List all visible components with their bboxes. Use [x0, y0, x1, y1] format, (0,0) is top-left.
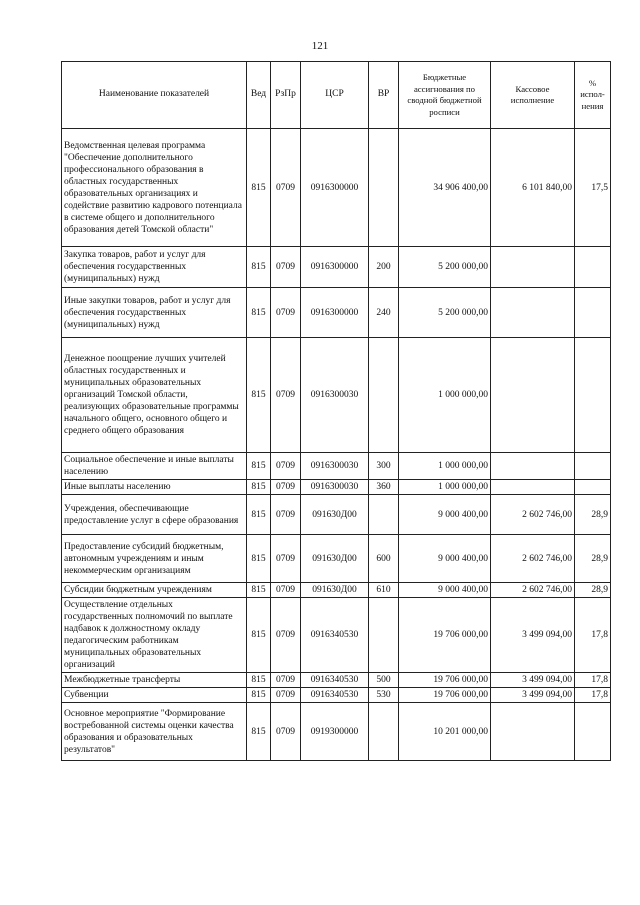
cell-vr: 200 — [369, 247, 399, 288]
table-row — [62, 247, 611, 288]
header-percent-execution: % испол-нения — [575, 62, 611, 129]
cell-csr: 0919300000 — [301, 703, 369, 761]
cell-rzpr: 0709 — [271, 673, 301, 688]
table-row — [62, 288, 611, 338]
cell-csr: 0916300000 — [301, 129, 369, 247]
table-row — [62, 703, 611, 761]
table-row — [62, 583, 611, 598]
cell-assign: 34 906 400,00 — [399, 129, 491, 247]
cell-rzpr: 0709 — [271, 535, 301, 583]
cell-csr: 0916340530 — [301, 598, 369, 673]
cell-vr: 610 — [369, 583, 399, 598]
cell-rzpr: 0709 — [271, 688, 301, 703]
cell-csr: 091630Д00 — [301, 583, 369, 598]
cell-cash: 3 499 094,00 — [491, 598, 575, 673]
cell-rzpr: 0709 — [271, 598, 301, 673]
cell-assign: 1 000 000,00 — [399, 453, 491, 480]
cell-rzpr: 0709 — [271, 288, 301, 338]
cell-ved: 815 — [247, 453, 271, 480]
cell-pct — [575, 453, 611, 480]
cell-ved: 815 — [247, 288, 271, 338]
cell-pct: 28,9 — [575, 535, 611, 583]
cell-pct — [575, 288, 611, 338]
cell-pct: 17,8 — [575, 673, 611, 688]
cell-ved: 815 — [247, 688, 271, 703]
cell-ved: 815 — [247, 535, 271, 583]
table-row — [62, 688, 611, 703]
cell-ved: 815 — [247, 598, 271, 673]
cell-pct: 28,9 — [575, 495, 611, 535]
header-cash-execution: Кассовое исполнение — [491, 62, 575, 129]
table-row — [62, 480, 611, 495]
cell-assign: 9 000 400,00 — [399, 495, 491, 535]
cell-vr — [369, 598, 399, 673]
header-name: Наименование показателей — [62, 62, 247, 129]
header-rzpr: РзПр — [271, 62, 301, 129]
cell-name: Денежное поощрение лучших учителей областных государственных и муниципальных образовательных организаций Томской области, реализующих образовательные программы начального общего, основного общего и среднего общего образования — [62, 338, 247, 453]
table-row — [62, 673, 611, 688]
cell-vr — [369, 338, 399, 453]
cell-rzpr: 0709 — [271, 338, 301, 453]
header-ved: Вед — [247, 62, 271, 129]
cell-vr: 300 — [369, 453, 399, 480]
cell-cash: 2 602 746,00 — [491, 535, 575, 583]
cell-rzpr: 0709 — [271, 495, 301, 535]
cell-pct: 28,9 — [575, 583, 611, 598]
cell-ved: 815 — [247, 338, 271, 453]
cell-assign: 1 000 000,00 — [399, 338, 491, 453]
cell-name: Ведомственная целевая программа "Обеспечение дополнительного профессионального образования в областных государственных образовательных организациях и содействие развитию кадрового потенциала в системе общего и дополнительного образования детей Томской области" — [62, 129, 247, 247]
cell-pct — [575, 338, 611, 453]
cell-name: Учреждения, обеспечивающие предоставление услуг в сфере образования — [62, 495, 247, 535]
cell-name: Предоставление субсидий бюджетным, автономным учреждениям и иным некоммерческим организациям — [62, 535, 247, 583]
cell-csr: 0916300030 — [301, 338, 369, 453]
table-header-row — [62, 62, 611, 129]
cell-vr: 500 — [369, 673, 399, 688]
cell-name: Субсидии бюджетным учреждениям — [62, 583, 247, 598]
cell-cash: 2 602 746,00 — [491, 583, 575, 598]
header-vr: ВР — [369, 62, 399, 129]
cell-vr — [369, 129, 399, 247]
cell-cash — [491, 703, 575, 761]
page-number: 121 — [311, 40, 329, 52]
cell-name: Межбюджетные трансферты — [62, 673, 247, 688]
cell-csr: 091630Д00 — [301, 535, 369, 583]
cell-assign: 19 706 000,00 — [399, 688, 491, 703]
cell-vr — [369, 703, 399, 761]
cell-assign: 9 000 400,00 — [399, 535, 491, 583]
cell-vr: 240 — [369, 288, 399, 338]
table-row — [62, 338, 611, 453]
cell-assign: 9 000 400,00 — [399, 583, 491, 598]
cell-cash — [491, 247, 575, 288]
cell-pct — [575, 247, 611, 288]
cell-vr: 360 — [369, 480, 399, 495]
cell-ved: 815 — [247, 673, 271, 688]
cell-csr: 0916340530 — [301, 688, 369, 703]
header-assignments: Бюджетные ассигнования по сводной бюджетной росписи — [399, 62, 491, 129]
cell-vr: 530 — [369, 688, 399, 703]
cell-csr: 0916300030 — [301, 480, 369, 495]
cell-csr: 0916300000 — [301, 288, 369, 338]
table-row — [62, 535, 611, 583]
cell-cash: 3 499 094,00 — [491, 673, 575, 688]
cell-pct — [575, 480, 611, 495]
cell-name: Закупка товаров, работ и услуг для обеспечения государственных (муниципальных) нужд — [62, 247, 247, 288]
cell-csr: 0916340530 — [301, 673, 369, 688]
table-row — [62, 129, 611, 247]
cell-assign: 5 200 000,00 — [399, 288, 491, 338]
cell-name: Иные закупки товаров, работ и услуг для обеспечения государственных (муниципальных) нужд — [62, 288, 247, 338]
cell-cash: 3 499 094,00 — [491, 688, 575, 703]
cell-pct: 17,8 — [575, 688, 611, 703]
cell-ved: 815 — [247, 495, 271, 535]
cell-ved: 815 — [247, 247, 271, 288]
table-row — [62, 598, 611, 673]
cell-rzpr: 0709 — [271, 703, 301, 761]
cell-name: Основное мероприятие "Формирование востребованной системы оценки качества образования и образовательных результатов" — [62, 703, 247, 761]
cell-csr: 091630Д00 — [301, 495, 369, 535]
cell-assign: 5 200 000,00 — [399, 247, 491, 288]
cell-vr: 600 — [369, 535, 399, 583]
cell-csr: 0916300030 — [301, 453, 369, 480]
budget-table — [61, 61, 611, 761]
cell-name: Социальное обеспечение и иные выплаты населению — [62, 453, 247, 480]
cell-assign: 19 706 000,00 — [399, 598, 491, 673]
cell-pct — [575, 703, 611, 761]
header-csr: ЦСР — [301, 62, 369, 129]
cell-name: Субвенции — [62, 688, 247, 703]
cell-name: Осуществление отдельных государственных полномочий по выплате надбавок к должностному окладу педагогическим работникам муниципальных образовательных организаций — [62, 598, 247, 673]
cell-rzpr: 0709 — [271, 453, 301, 480]
cell-assign: 10 201 000,00 — [399, 703, 491, 761]
cell-cash — [491, 480, 575, 495]
cell-ved: 815 — [247, 480, 271, 495]
cell-ved: 815 — [247, 583, 271, 598]
cell-vr — [369, 495, 399, 535]
cell-name: Иные выплаты населению — [62, 480, 247, 495]
cell-pct: 17,5 — [575, 129, 611, 247]
cell-rzpr: 0709 — [271, 583, 301, 598]
table-row — [62, 453, 611, 480]
cell-ved: 815 — [247, 703, 271, 761]
cell-cash: 2 602 746,00 — [491, 495, 575, 535]
cell-cash — [491, 453, 575, 480]
cell-cash: 6 101 840,00 — [491, 129, 575, 247]
cell-assign: 19 706 000,00 — [399, 673, 491, 688]
cell-cash — [491, 338, 575, 453]
cell-rzpr: 0709 — [271, 247, 301, 288]
cell-csr: 0916300000 — [301, 247, 369, 288]
cell-pct: 17,8 — [575, 598, 611, 673]
cell-assign: 1 000 000,00 — [399, 480, 491, 495]
cell-ved: 815 — [247, 129, 271, 247]
cell-cash — [491, 288, 575, 338]
cell-rzpr: 0709 — [271, 480, 301, 495]
table-row — [62, 495, 611, 535]
cell-rzpr: 0709 — [271, 129, 301, 247]
